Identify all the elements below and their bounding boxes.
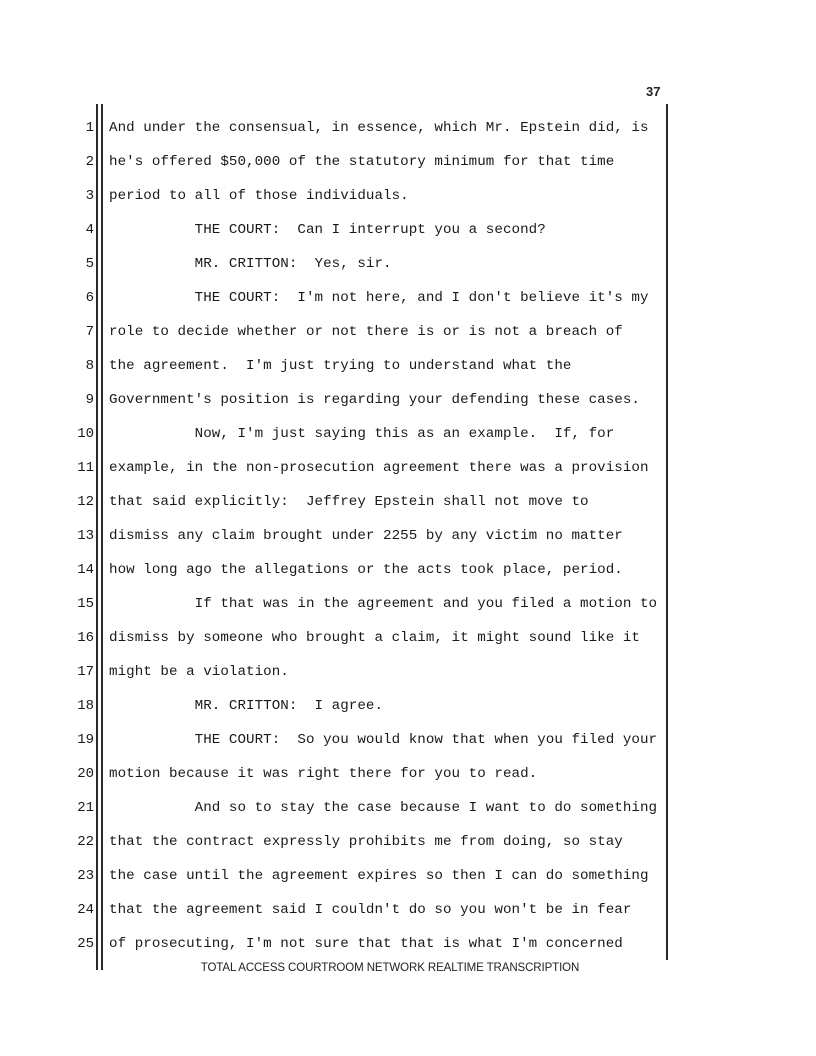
line-number: 18 <box>77 698 94 714</box>
transcript-line <box>0 179 816 213</box>
page-footer: TOTAL ACCESS COURTROOM NETWORK REALTIME TRANSCRIPTION <box>200 962 580 974</box>
page-number: 37 <box>646 84 661 99</box>
line-number: 17 <box>77 664 94 680</box>
line-number: 13 <box>77 528 94 544</box>
transcript-line <box>0 145 816 179</box>
line-number: 19 <box>77 732 94 748</box>
line-text: of prosecuting, I'm not sure that that is what I'm concerned <box>109 936 623 952</box>
transcript-line <box>0 417 816 451</box>
line-number: 21 <box>77 800 94 816</box>
line-text: And so to stay the case because I want to do something <box>109 800 658 816</box>
transcript-line <box>0 553 816 587</box>
line-text: motion because it was right there for you to read. <box>109 766 538 782</box>
transcript-line <box>0 383 816 417</box>
line-text: If that was in the agreement and you filed a motion to <box>109 596 658 612</box>
line-text: that said explicitly: Jeffrey Epstein shall not move to <box>109 494 589 510</box>
transcript-line <box>0 485 816 519</box>
line-number: 24 <box>77 902 94 918</box>
line-number: 11 <box>77 460 94 476</box>
line-text: the case until the agreement expires so then I can do something <box>109 868 649 884</box>
line-number: 2 <box>85 154 94 170</box>
transcript-line <box>0 689 816 723</box>
line-number: 14 <box>77 562 94 578</box>
transcript-line <box>0 791 816 825</box>
line-text: might be a violation. <box>109 664 289 680</box>
transcript-lines <box>0 111 816 961</box>
line-text: the agreement. I'm just trying to understand what the <box>109 358 572 374</box>
transcript-line <box>0 111 816 145</box>
transcript-line <box>0 723 816 757</box>
line-number: 23 <box>77 868 94 884</box>
line-text: Government's position is regarding your defending these cases. <box>109 392 640 408</box>
transcript-line <box>0 349 816 383</box>
line-text: MR. CRITTON: Yes, sir. <box>109 256 392 272</box>
line-number: 20 <box>77 766 94 782</box>
transcript-line <box>0 281 816 315</box>
line-text: THE COURT: So you would know that when you filed your <box>109 732 658 748</box>
line-text: example, in the non-prosecution agreement there was a provision <box>109 460 649 476</box>
transcript-line <box>0 247 816 281</box>
line-text: that the contract expressly prohibits me from doing, so stay <box>109 834 623 850</box>
line-number: 16 <box>77 630 94 646</box>
line-number: 10 <box>77 426 94 442</box>
transcript-line <box>0 757 816 791</box>
transcript-line <box>0 893 816 927</box>
line-number: 7 <box>85 324 94 340</box>
transcript-line <box>0 859 816 893</box>
line-number: 9 <box>85 392 94 408</box>
line-number: 15 <box>77 596 94 612</box>
line-text: THE COURT: Can I interrupt you a second? <box>109 222 546 238</box>
line-text: THE COURT: I'm not here, and I don't believe it's my <box>109 290 649 306</box>
line-number: 12 <box>77 494 94 510</box>
line-text: MR. CRITTON: I agree. <box>109 698 384 714</box>
transcript-line <box>0 519 816 553</box>
line-text: dismiss any claim brought under 2255 by any victim no matter <box>109 528 623 544</box>
transcript-line <box>0 213 816 247</box>
line-number: 5 <box>85 256 94 272</box>
line-text: role to decide whether or not there is or is not a breach of <box>109 324 623 340</box>
transcript-line <box>0 621 816 655</box>
transcript-line <box>0 825 816 859</box>
line-text: dismiss by someone who brought a claim, it might sound like it <box>109 630 640 646</box>
line-text: he's offered $50,000 of the statutory minimum for that time <box>109 154 615 170</box>
line-number: 4 <box>85 222 94 238</box>
line-number: 25 <box>77 936 94 952</box>
line-text: period to all of those individuals. <box>109 188 409 204</box>
line-text: Now, I'm just saying this as an example. If, for <box>109 426 615 442</box>
line-text: And under the consensual, in essence, which Mr. Epstein did, is <box>109 120 649 136</box>
line-number: 22 <box>77 834 94 850</box>
transcript-line <box>0 655 816 689</box>
line-number: 6 <box>85 290 94 306</box>
line-number: 8 <box>85 358 94 374</box>
transcript-line <box>0 451 816 485</box>
line-number: 3 <box>85 188 94 204</box>
line-text: how long ago the allegations or the acts took place, period. <box>109 562 623 578</box>
transcript-line <box>0 587 816 621</box>
line-text: that the agreement said I couldn't do so you won't be in fear <box>109 902 632 918</box>
line-number: 1 <box>85 120 94 136</box>
transcript-line <box>0 315 816 349</box>
transcript-line <box>0 927 816 961</box>
